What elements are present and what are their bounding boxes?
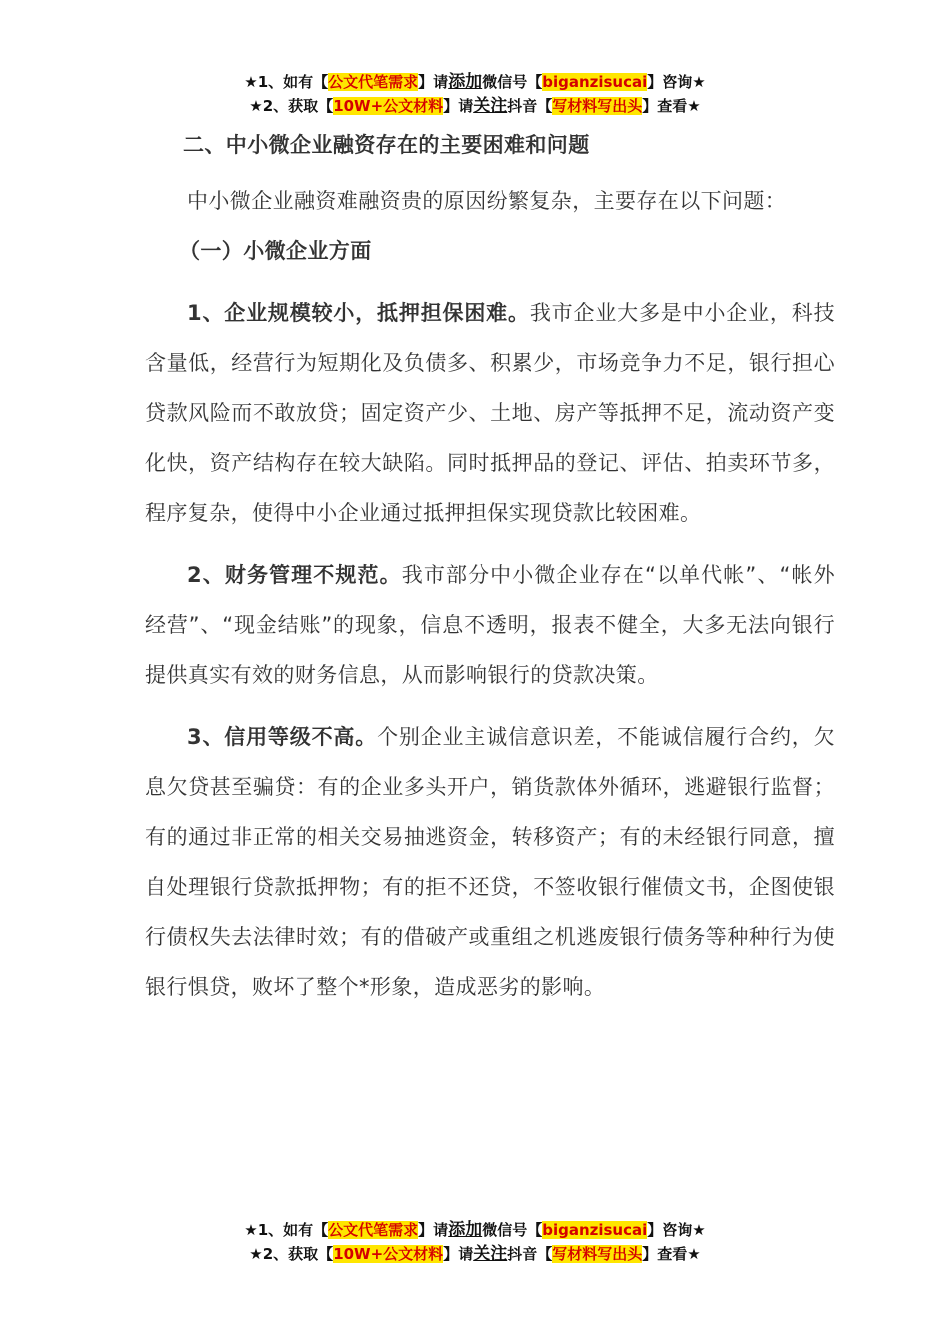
promo-line-1: [0, 1218, 950, 1242]
promo-underline: 关注: [473, 1244, 508, 1264]
promo-underline: 关注: [473, 96, 508, 116]
section-title: 二、中小微企业融资存在的主要困难和问题: [183, 133, 590, 157]
promo-wechat-id: biganzisucai: [542, 73, 648, 91]
point-paragraph-2: [145, 550, 835, 700]
promo-banner-top: [0, 70, 950, 118]
subsection-title: （一）小微企业方面: [179, 239, 372, 263]
intro-paragraph: 中小微企业融资难融资贵的原因纷繁复杂，主要存在以下问题：: [187, 189, 787, 213]
point-paragraph-1: [145, 288, 835, 538]
point-body: 我市部分中小微企业存在“以单代帐”、“帐外经营”、“现金结账”的现象，信息不透明，报表不健全，大多无法向银行提供真实有效的财务信息，从而影响银行的贷款决策。: [145, 563, 835, 687]
promo-text: ★1、如有【: [244, 73, 329, 91]
promo-text: 抖音【: [507, 97, 553, 115]
promo-banner-bottom: [0, 1218, 950, 1266]
promo-highlight: 公文代笔需求: [328, 1221, 419, 1239]
document-body: [145, 126, 835, 1012]
point-lead: 1、企业规模较小，抵押担保困难。: [187, 301, 530, 325]
promo-text: 】咨询★: [647, 1221, 706, 1239]
promo-text: 抖音【: [507, 1245, 553, 1263]
promo-text: 】请: [418, 73, 449, 91]
promo-line-1: [0, 70, 950, 94]
promo-text: 】请: [443, 1245, 474, 1263]
promo-text: 微信号【: [482, 73, 543, 91]
promo-text: 】查看★: [642, 97, 701, 115]
promo-text: 】请: [443, 97, 474, 115]
point-paragraph-3: [145, 712, 835, 1012]
promo-text: ★2、获取【: [249, 97, 334, 115]
promo-underline: 添加: [448, 72, 483, 92]
promo-wechat-id: biganzisucai: [542, 1221, 648, 1239]
promo-text: 】请: [418, 1221, 449, 1239]
promo-line-2: [0, 94, 950, 118]
promo-text: ★1、如有【: [244, 1221, 329, 1239]
promo-highlight: 10W+公文材料: [333, 1245, 444, 1263]
promo-text: 】查看★: [642, 1245, 701, 1263]
promo-underline: 添加: [448, 1220, 483, 1240]
promo-line-2: [0, 1242, 950, 1266]
promo-highlight: 10W+公文材料: [333, 97, 444, 115]
promo-douyin-id: 写材料写出头: [552, 97, 643, 115]
promo-douyin-id: 写材料写出头: [552, 1245, 643, 1263]
promo-text: 微信号【: [482, 1221, 543, 1239]
point-body: 我市企业大多是中小企业，科技含量低，经营行为短期化及负债多、积累少，市场竞争力不足，银行担心贷款风险而不敢放贷；固定资产少、土地、房产等抵押不足，流动资产变化快，资产结构存在较大缺陷。同时抵押品的登记、评估、拍卖环节多，程序复杂，使得中小企业通过抵押担保实现贷款比较困难。: [145, 301, 835, 525]
point-lead: 3、信用等级不高。: [187, 725, 378, 749]
point-lead: 2、财务管理不规范。: [187, 563, 402, 587]
promo-text: 】咨询★: [647, 73, 706, 91]
promo-highlight: 公文代笔需求: [328, 73, 419, 91]
point-body: 个别企业主诚信意识差，不能诚信履行合约，欠息欠贷甚至骗贷：有的企业多头开户，销货款体外循环，逃避银行监督；有的通过非正常的相关交易抽逃资金，转移资产；有的未经银行同意，擅自处理银行贷款抵押物；有的拒不还贷，不签收银行催债文书，企图使银行债权失去法律时效；有的借破产或重组之机逃废银行债务等种种行为使银行惧贷，败坏了整个*形象，造成恶劣的影响。: [145, 725, 835, 999]
promo-text: ★2、获取【: [249, 1245, 334, 1263]
